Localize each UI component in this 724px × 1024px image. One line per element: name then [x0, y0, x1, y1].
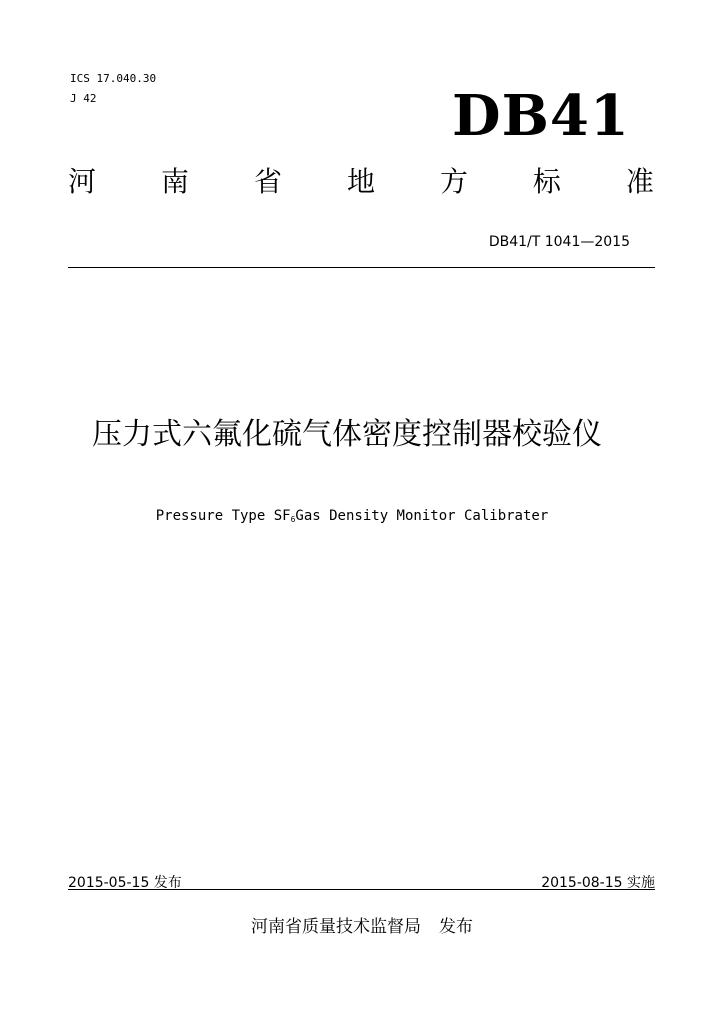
standard-type — [68, 165, 654, 198]
issuer — [0, 912, 724, 937]
standard-type-char: 方 — [439, 165, 468, 198]
standard-type-char: 准 — [625, 165, 654, 198]
title-english-prefix: Pressure Type SF — [155, 508, 291, 524]
db-code: DB41 — [452, 83, 630, 149]
standard-type-char: 标 — [532, 165, 561, 198]
title-english — [0, 508, 724, 524]
title-english-suffix: Gas Density Monitor Calibrater — [295, 508, 549, 524]
title-english-subscript: 6 — [290, 515, 296, 524]
title-chinese: 压力式六氟化硫气体密度控制器校验仪 — [92, 417, 602, 452]
issuer-name: 河南省质量技术监督局 — [251, 917, 421, 937]
implement-date: 2015-08-15 实施 — [541, 875, 655, 891]
issuer-action: 发布 — [439, 917, 473, 937]
ics-code: ICS 17.040.30 — [70, 72, 157, 85]
header-divider — [68, 267, 655, 268]
standard-type-char: 河 — [68, 165, 97, 198]
issue-date: 2015-05-15 发布 — [68, 875, 182, 891]
standard-number: DB41/T 1041—2015 — [488, 234, 630, 250]
standard-type-char: 南 — [160, 165, 189, 198]
classification-code: J 42 — [70, 92, 97, 105]
standard-type-char: 省 — [253, 165, 282, 198]
standard-type-char: 地 — [346, 165, 375, 198]
footer-divider — [68, 889, 655, 890]
